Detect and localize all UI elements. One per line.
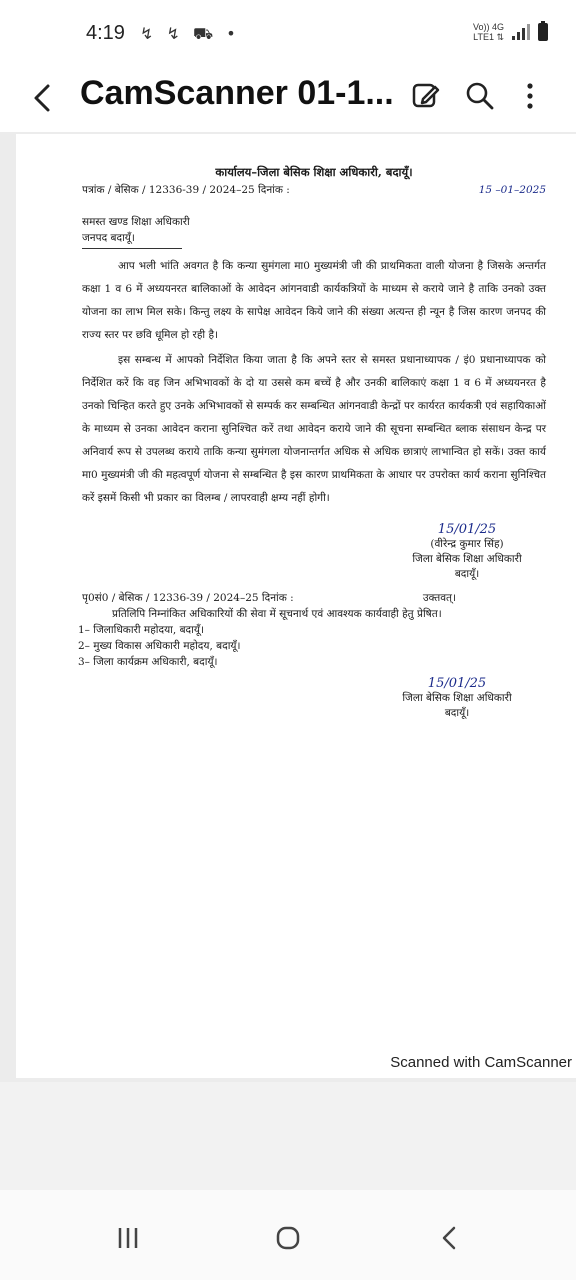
system-indicators xyxy=(473,22,548,42)
list-item: 2– मुख्य विकास अधिकारी महोदय, बदायूँ। xyxy=(78,640,241,652)
list-item: 1– जिलाधिकारी महोदया, बदायूँ। xyxy=(78,624,204,636)
more-vert-icon[interactable] xyxy=(512,78,548,114)
search-icon[interactable] xyxy=(462,78,498,114)
camscanner-watermark: Scanned with CamScanner xyxy=(390,1054,572,1071)
battery-icon xyxy=(538,23,548,41)
back-arrow-icon[interactable] xyxy=(28,78,64,118)
notification-icons: ↯ ↯ ⛟ • xyxy=(140,24,240,43)
copy-list xyxy=(78,622,546,670)
back-icon[interactable] xyxy=(430,1218,470,1258)
paragraph-1: आप भली भांति अवगत है कि कन्या सुमंगला मा0 मुख्यमंत्री जी की प्राथमिकता वाली योजना है जिसके अन्तर्गत कक्षा 1 व 6 में अध्ययनरत बालिकाओं के आवेदन आंगनवाडी कार्यकत्रियों के माध्यम से कराये जाने है ताकि उनको उक्त योजना का लाभ मिल सके। किन्तु लक्ष्य के सापेक्ष आवेदन किये जाने की संख्या अत्यन्त ही न्यून है जिस कारण जनपद की राज्य स्तर पर छवि धूमिल हो रही है। xyxy=(82,260,546,341)
reference-line-2: पृ0सं0 / बेसिक / 12336-39 / 2024–25 दिनांक : उक्तवत्। xyxy=(82,592,456,604)
edit-icon[interactable] xyxy=(408,78,444,114)
scanned-page[interactable] xyxy=(16,134,576,1078)
navigation-bar xyxy=(0,1190,576,1280)
signature-block: 15/01/25 (वीरेन्द्र कुमार सिंह) जिला बेसिक शिक्षा अधिकारी बदायूँ। xyxy=(392,522,542,582)
copy-line: प्रतिलिपि निम्नांकित अधिकारियों की सेवा में सूचनार्थ एवं आवश्यक कार्यवाही हेतु प्रेषित। xyxy=(112,608,442,620)
letter-heading: कार्यालय–जिला बेसिक शिक्षा अधिकारी, बदायूँ। xyxy=(215,165,413,179)
network-indicator: Vo)) 4G LTE1 ⇅ xyxy=(472,22,504,42)
signal-icon xyxy=(512,24,530,40)
home-icon[interactable] xyxy=(268,1218,308,1258)
recent-apps-icon[interactable] xyxy=(108,1218,148,1258)
document-title: CamScanner 01-1... xyxy=(80,74,394,112)
list-item: 3– जिला कार्यक्रम अधिकारी, बदायूँ। xyxy=(78,656,218,668)
addressee: समस्त खण्ड शिक्षा अधिकारी जनपद बदायूँ। xyxy=(82,214,546,249)
status-time: 4:19 xyxy=(86,22,125,44)
app-bar xyxy=(0,64,576,132)
signature: 15/01/25 xyxy=(427,676,487,691)
status-bar xyxy=(0,0,576,64)
paragraph-2: इस सम्बन्ध में आपको निर्देशित किया जाता है कि अपने स्तर से समस्त प्रधानाध्यापक / इं0 प्रधानाध्यापक को निर्देशित करें कि वह जिन अभिभावकों के दो या उससे कम बच्चें है और उनकी बालिकाएं कक्षा 1 व 6 में अध्ययनरत है उनको चिन्हित करते हुए उनके अभिभावकों से सम्पर्क कर सम्बन्धित आंगनवाडी केन्द्रों पर कार्यरत कार्यकत्री एवं सहायिकाओं के माध्यम से उनका आवेदन कराना सुनिश्चित करें तथा आवेदन कराये जाने की सूचना सम्बन्धित ब्लाक संसाधन केन्द्र पर अनिवार्य रूप से उपलब्ध कराये ताकि कन्या सुमंगला योजनान्तर्गत अधिक से अधिक छात्राएं लाभान्वित हो सकें। उक्त कार्य मा0 मुख्यमंत्री जी की महत्वपूर्ण योजना से सम्बन्धित है इस कारण प्राथमिकता के आधार पर उपरोक्त कार्य कराना सुनिश्चित करें इसमें किसी भी प्रकार का विलम्ब / लापरवाही क्षम्य नहीं होगी। xyxy=(82,354,546,504)
reference-line: पत्रांक / बेसिक / 12336-39 / 2024–25 दिनांक : 15 –01–2025 xyxy=(82,184,546,196)
signature: 15/01/25 xyxy=(437,522,497,537)
signature-block-2: 15/01/25 जिला बेसिक शिक्षा अधिकारी बदायूँ। xyxy=(382,676,532,721)
letter-content xyxy=(78,164,546,721)
